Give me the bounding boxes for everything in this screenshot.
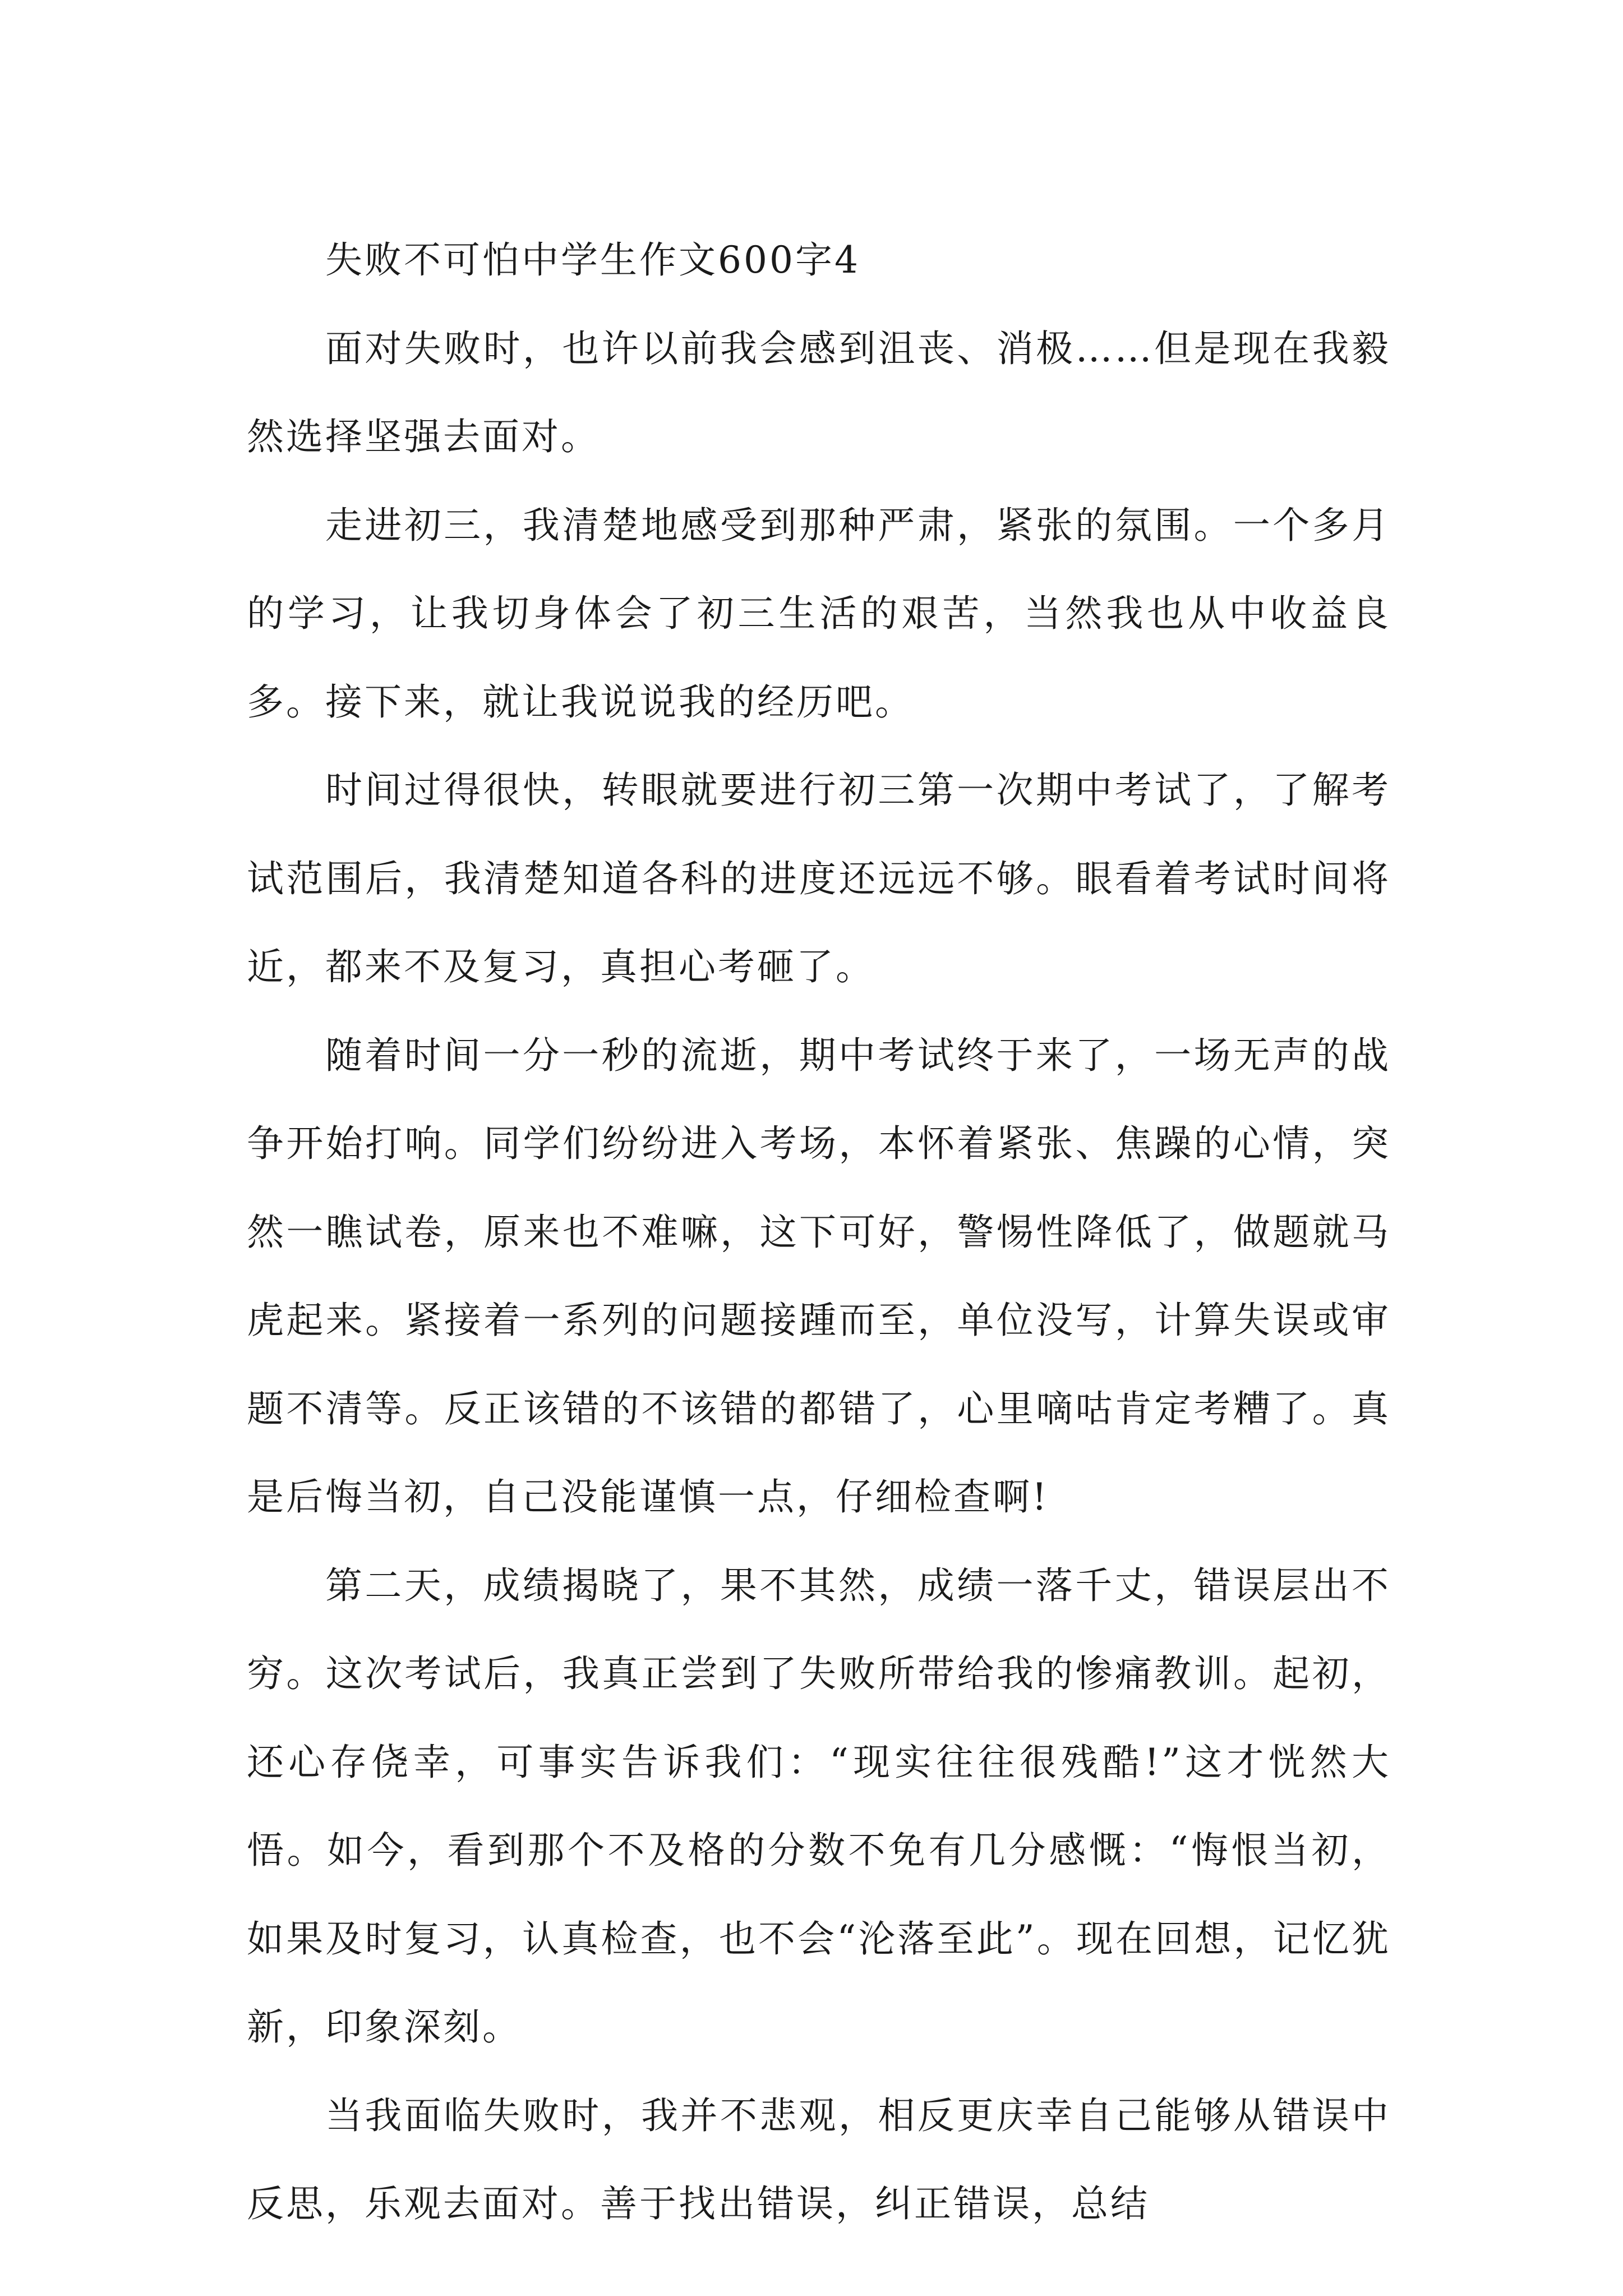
paragraph-3: 时间过得很快，转眼就要进行初三第一次期中考试了，了解考试范围后，我清楚知道各科的进度还远远不够。眼看着考试时间将近，都来不及复习，真担心考砸了。 — [247, 769, 1391, 988]
essay-body — [247, 216, 1391, 2248]
paragraph-6: 当我面临失败时，我并不悲观，相反更庆幸自己能够从错误中反思，乐观去面对。善于找出错误，纠正错误，总结 — [247, 2093, 1391, 2225]
paragraph-2: 走进初三，我清楚地感受到那种严肃，紧张的氛围。一个多月的学习，让我切身体会了初三生活的艰苦，当然我也从中收益良多。接下来，就让我说说我的经历吧。 — [247, 503, 1391, 724]
essay-title: 失败不可怕中学生作文600字4 — [325, 238, 860, 282]
paragraph-4: 随着时间一分一秒的流逝，期中考试终于来了，一场无声的战争开始打响。同学们纷纷进入考场，本怀着紧张、焦躁的心情，突然一瞧试卷，原来也不难嘛，这下可好，警惕性降低了，做题就马虎起来。紧接着一系列的问题接踵而至，单位没写，计算失误或审题不清等。反正该错的不该错的都错了，心里嘀咕肯定考糟了。真是后悔当初，自己没能谨慎一点，仔细检查啊! — [247, 1033, 1391, 1519]
paragraph-1: 面对失败时，也许以前我会感到沮丧、消极……但是现在我毅然选择坚强去面对。 — [247, 326, 1391, 458]
paragraph-5: 第二天，成绩揭晓了，果不其然，成绩一落千丈，错误层出不穷。这次考试后，我真正尝到了失败所带给我的惨痛教训。起初，还心存侥幸，可事实告诉我们：“现实往往很残酷!”这才恍然大悟。如今，看到那个不及格的分数不免有几分感慨：“悔恨当初，如果及时复习，认真检查，也不会“沦落至此”。现在回想，记忆犹新，印象深刻。 — [247, 1563, 1391, 2049]
